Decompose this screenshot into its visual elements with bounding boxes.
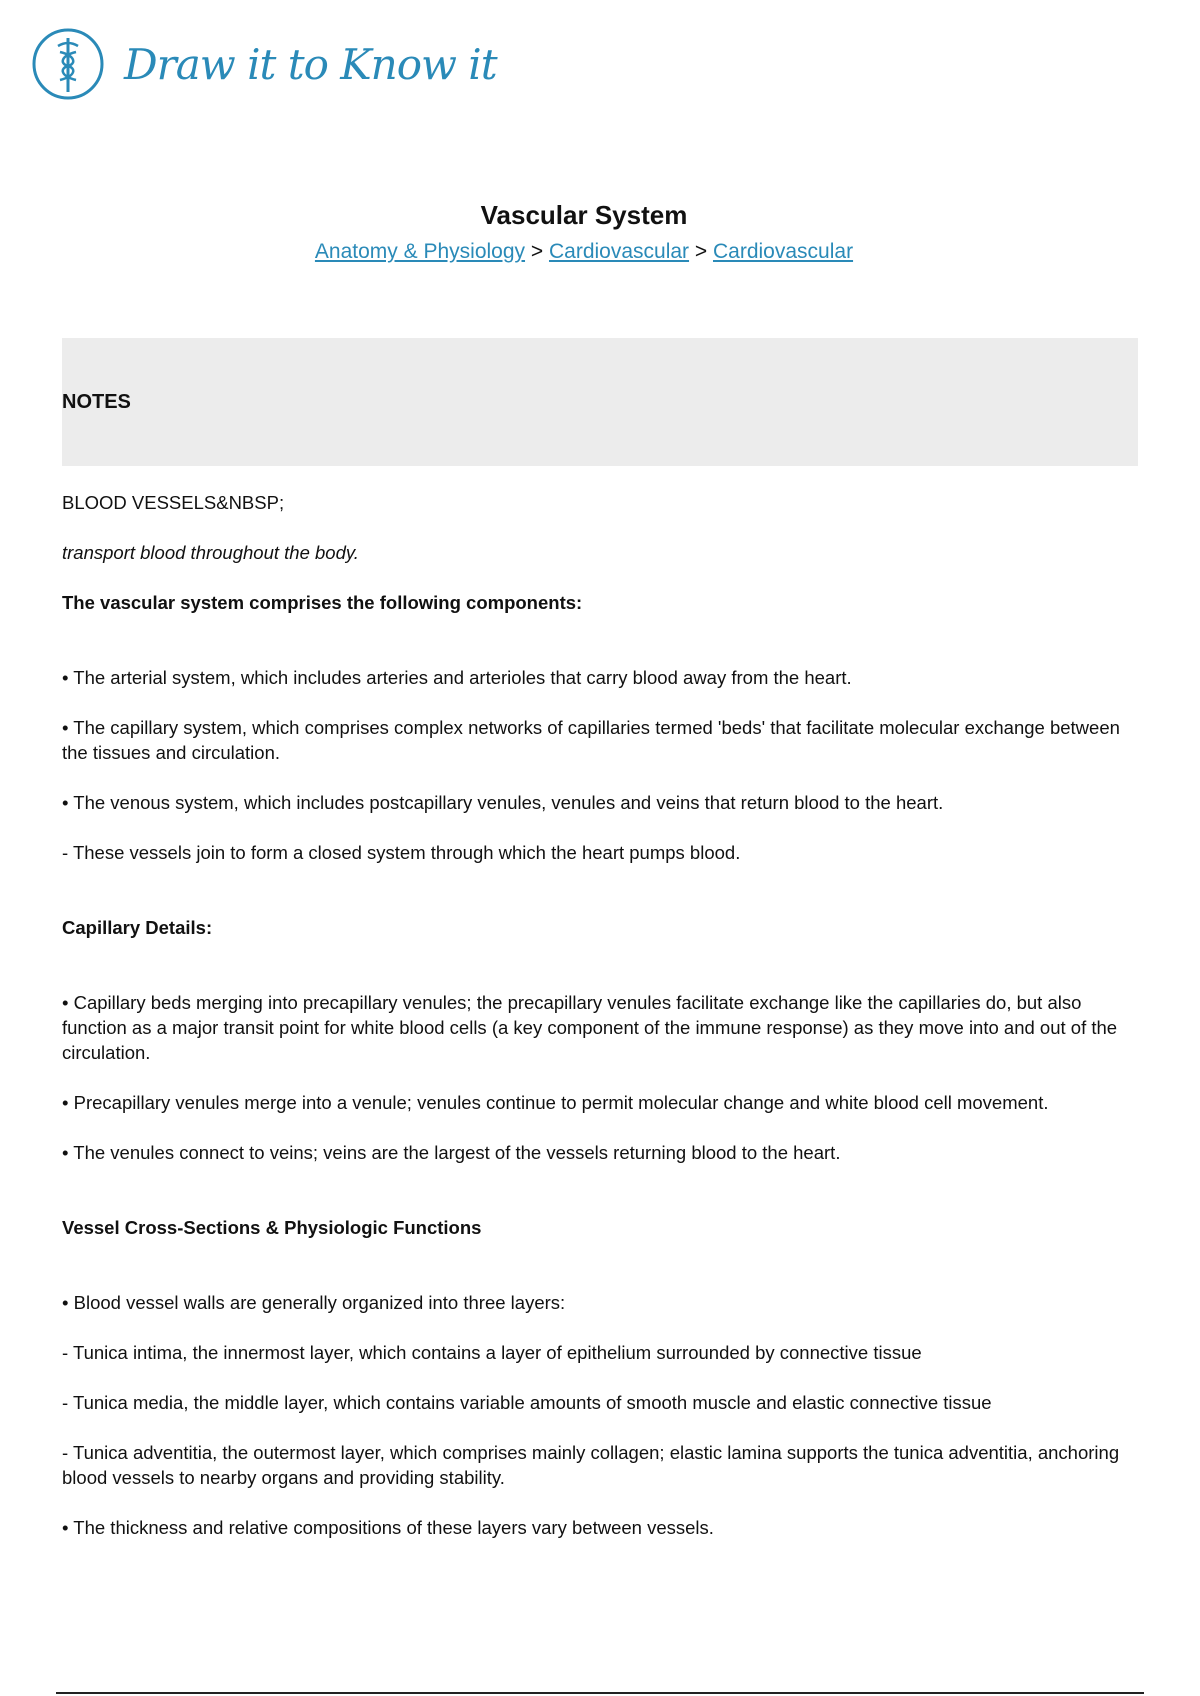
breadcrumb [0, 240, 1168, 264]
precapillary-item: • Precapillary venules merge into a venule; venules continue to permit molecular change and white blood cell movement. [62, 1092, 1049, 1113]
breadcrumb-link-cardiovascular-1[interactable]: Cardiovascular [548, 240, 690, 263]
closed-system-item: - These vessels join to form a closed system through which the heart pumps blood. [62, 842, 741, 863]
cross-section-heading: Vessel Cross-Sections & Physiologic Functions [62, 1217, 482, 1238]
capillary-beds-item: • Capillary beds merging into precapillary venules; the precapillary venules facilitate exchange like the capillaries do, but also function as a major transit point for white blood cells (a key component of the immune response) as they move into and out of the circulation. [62, 992, 1118, 1063]
caduceus-icon [30, 26, 106, 102]
breadcrumb-link-cardiovascular-2[interactable]: Cardiovascular [713, 240, 854, 263]
components-heading: The vascular system comprises the following components: [62, 592, 583, 613]
breadcrumb-separator: > [530, 240, 544, 263]
notes-label: NOTES [62, 390, 131, 413]
venules-item: • The venules connect to veins; veins are the largest of the vessels returning blood to the heart. [62, 1142, 841, 1163]
capillary-item: • The capillary system, which comprises complex networks of capillaries termed 'beds' that facilitate molecular exchange between the tissues and circulation. [62, 717, 1120, 763]
walls-item: • Blood vessel walls are generally organized into three layers: [62, 1292, 566, 1313]
breadcrumb-link-anatomy[interactable]: Anatomy & Physiology [314, 240, 526, 263]
thickness-item: • The thickness and relative compositions of these layers vary between vessels. [62, 1517, 714, 1538]
arterial-item: • The arterial system, which includes arteries and arterioles that carry blood away from the heart. [62, 667, 852, 688]
media-item: - Tunica media, the middle layer, which contains variable amounts of smooth muscle and elastic connective tissue [62, 1392, 992, 1413]
transport-text: transport blood throughout the body. [62, 542, 359, 563]
breadcrumb-separator: > [694, 240, 708, 263]
notes-header [62, 338, 1138, 466]
logo [30, 26, 497, 102]
notes-content [62, 490, 1142, 1565]
capillary-heading: Capillary Details: [62, 917, 213, 938]
intima-item: - Tunica intima, the innermost layer, which contains a layer of epithelium surrounded by connective tissue [62, 1342, 922, 1363]
footer-divider [56, 1692, 1144, 1694]
venous-item: • The venous system, which includes postcapillary venules, venules and veins that return blood to the heart. [62, 792, 944, 813]
adventitia-item: - Tunica adventitia, the outermost layer, which comprises mainly collagen; elastic lamina supports the tunica adventitia, anchoring blood vessels to nearby organs and providing stability. [62, 1442, 1120, 1488]
page-title: Vascular System [480, 200, 688, 230]
logo-text: Draw it to Know it [124, 39, 497, 89]
blood-vessels-heading: BLOOD VESSELS&NBSP; [62, 492, 285, 513]
